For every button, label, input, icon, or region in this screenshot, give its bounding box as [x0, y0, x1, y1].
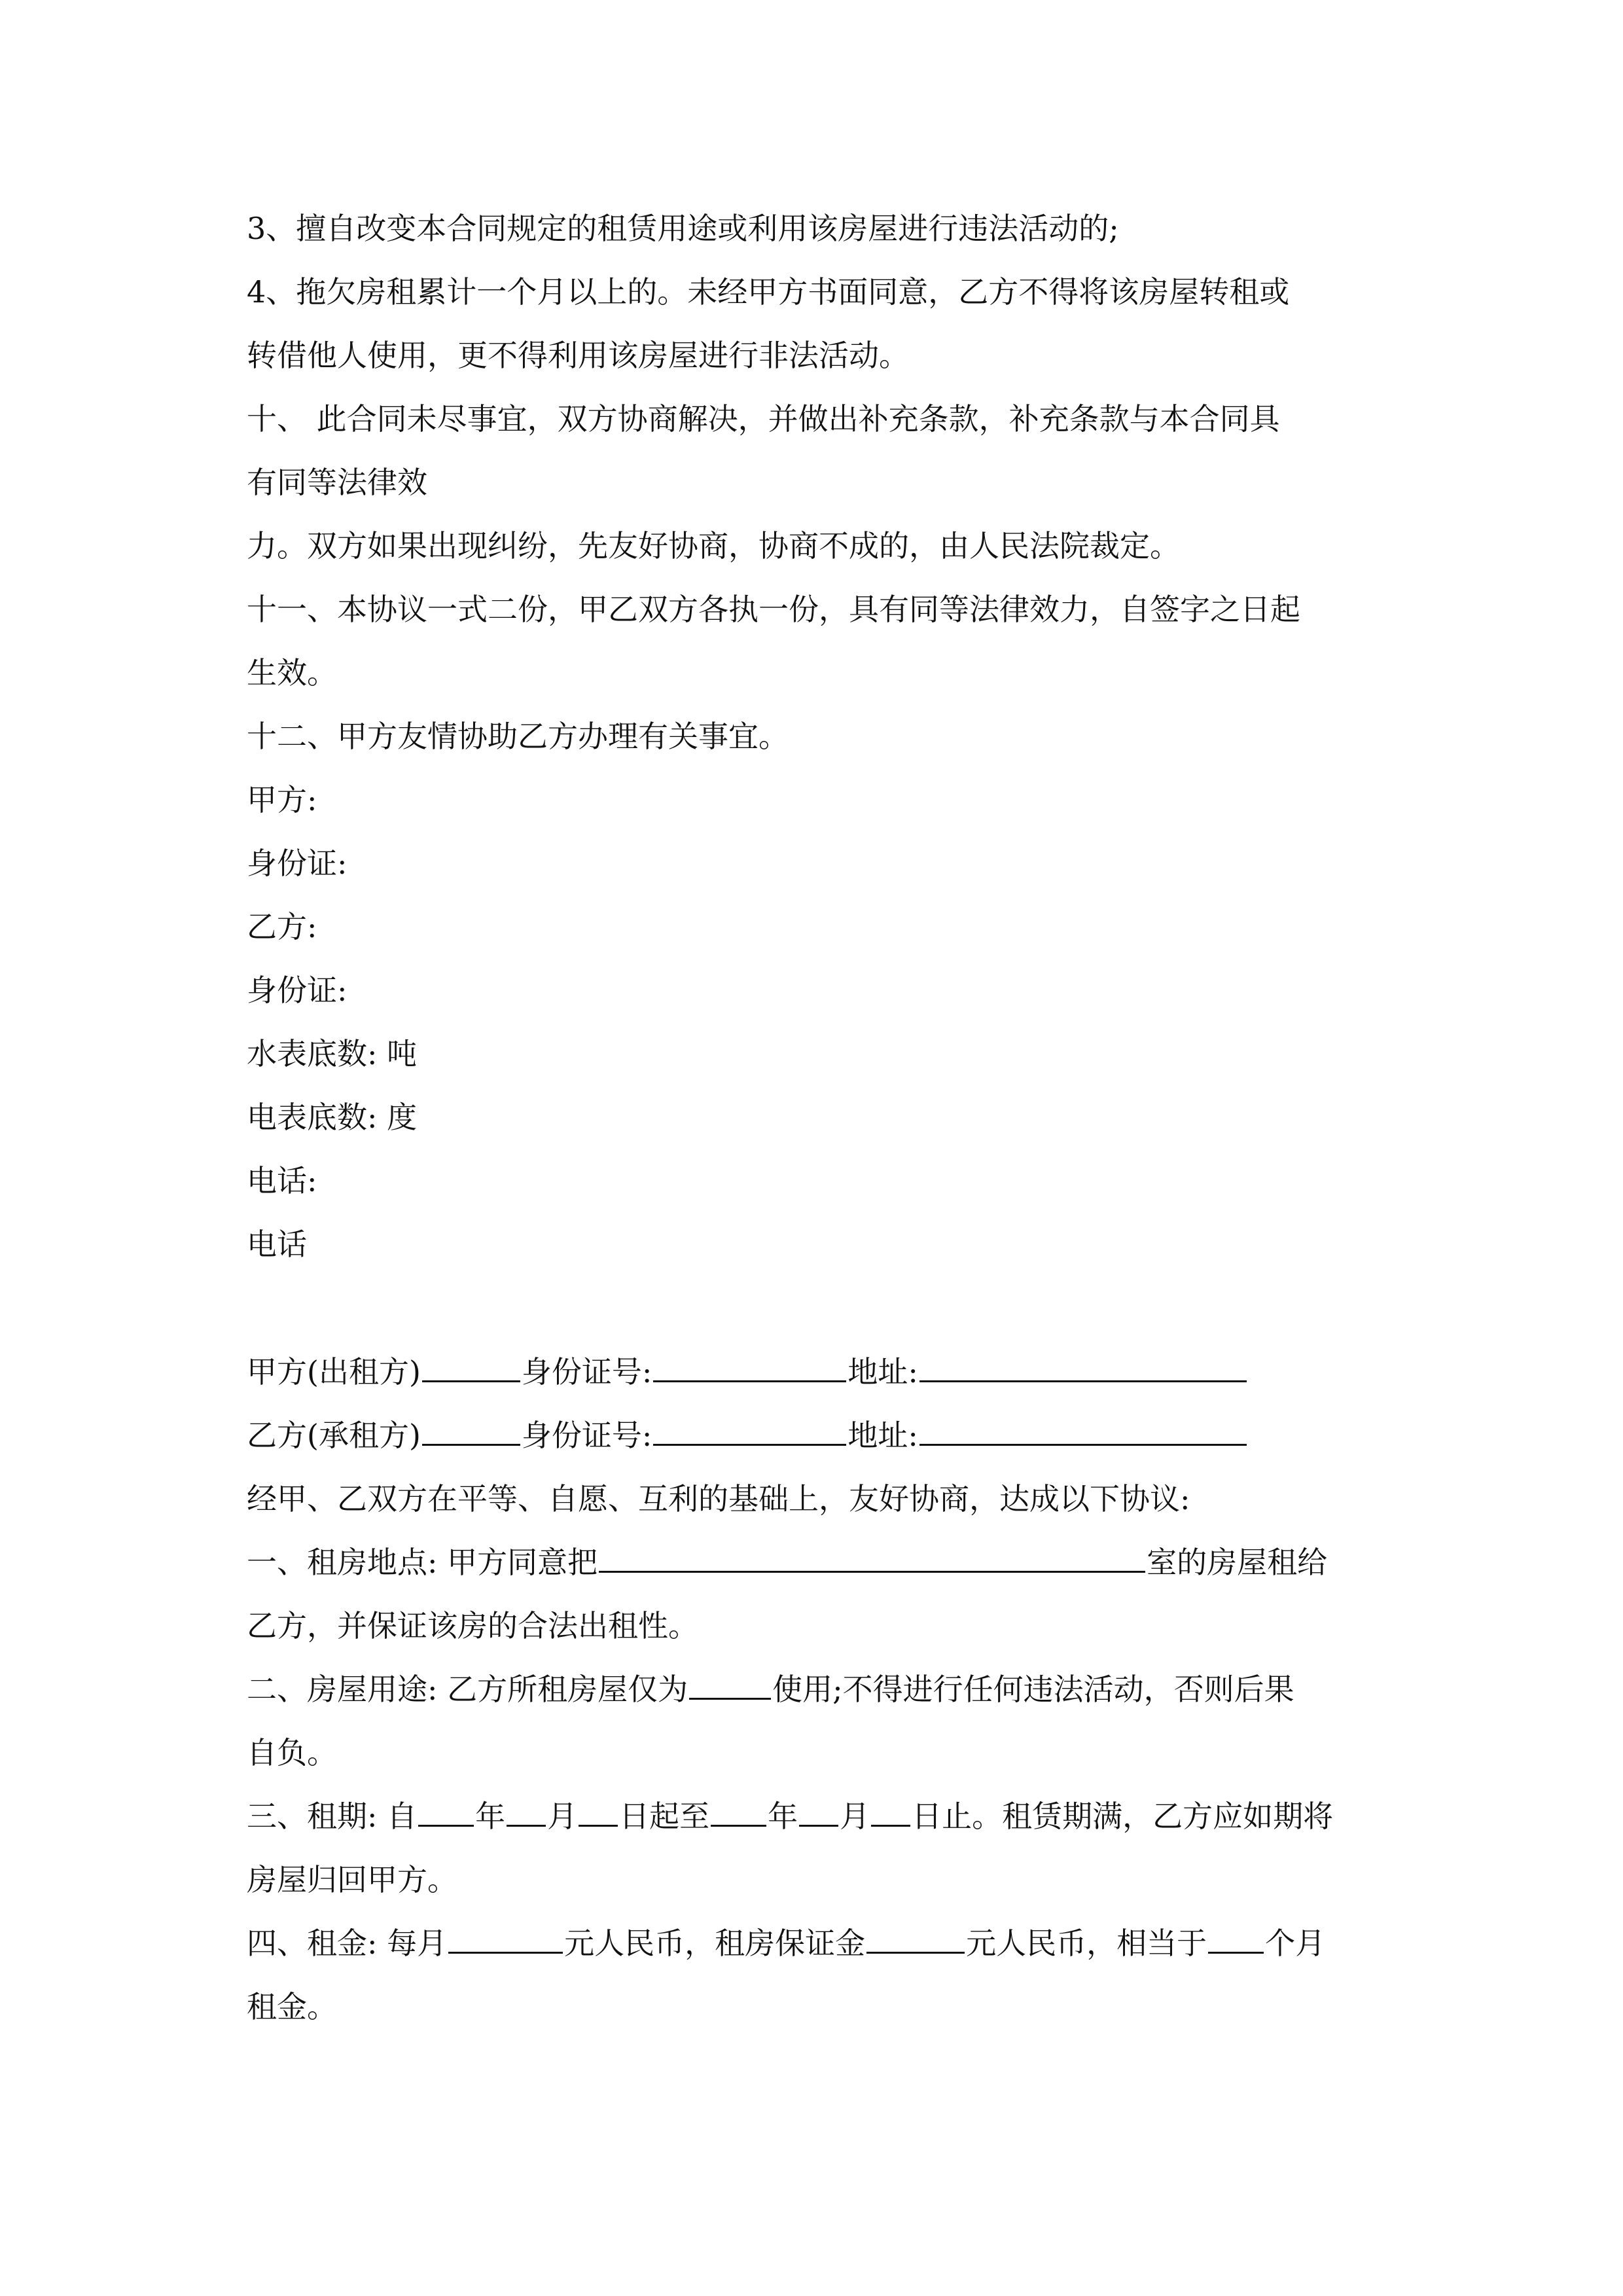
clause-10-line-2: 有同等法律效 [247, 465, 427, 500]
party-b-address-label: 地址: [847, 1418, 918, 1453]
clause-12: 十二、甲方友情协助乙方办理有关事宜。 [247, 719, 789, 754]
rmb-label: 元人民币，租房保证金 [564, 1926, 866, 1961]
year-label: 年 [475, 1799, 506, 1834]
party-a-id-label: 身份证号: [521, 1354, 652, 1390]
item-4-cont: 租金。 [247, 1989, 337, 2024]
document-body [247, 197, 1380, 2039]
end-year-blank[interactable] [711, 1792, 766, 1827]
section-gap [247, 1276, 1380, 1340]
clause-10-line-3: 力。双方如果出现纠纷，先友好协商，协商不成的，由人民法院裁定。 [247, 528, 1180, 564]
party-a-address-label: 地址: [847, 1354, 918, 1390]
party-a-label: 甲方(出租方) [247, 1354, 421, 1390]
item-3-row [247, 1785, 1380, 1848]
clause-11-line-1: 十一、本协议一式二份，甲乙双方各执一份，具有同等法律效力，自签字之日起 [247, 592, 1300, 627]
item-3-cont: 房屋归回甲方。 [247, 1862, 457, 1897]
party-a-address-blank[interactable] [919, 1348, 1247, 1382]
item-4-row [247, 1912, 1380, 1975]
party-b-address-blank[interactable] [919, 1411, 1247, 1446]
clause-line-4-cont: 转借他人使用，更不得利用该房屋进行非法活动。 [247, 338, 909, 373]
clause-line-3: 3、擅自改变本合同规定的租赁用途或利用该房屋进行违法活动的; [247, 211, 1119, 246]
party-a-id: 身份证: [247, 846, 348, 881]
party-a-name-blank[interactable] [422, 1348, 520, 1382]
item-1-prefix: 一、租房地点: 甲方同意把 [247, 1545, 598, 1580]
start-month-blank[interactable] [507, 1792, 546, 1827]
agreement-intro: 经甲、乙双方在平等、自愿、互利的基础上，友好协商，达成以下协议: [247, 1481, 1190, 1516]
item-3-prefix: 三、租期: 自 [247, 1799, 418, 1834]
year-label-2: 年 [768, 1799, 798, 1834]
party-b-id: 身份证: [247, 973, 348, 1008]
item-2-suffix: 使用;不得进行任何违法活动，否则后果 [772, 1672, 1294, 1707]
electric-meter-reading: 电表底数: 度 [247, 1100, 418, 1135]
day-until-label: 日止。租赁期满，乙方应如期将 [912, 1799, 1334, 1834]
item-4-prefix: 四、租金: 每月 [247, 1926, 448, 1961]
item-1-cont: 乙方，并保证该房的合法出租性。 [247, 1608, 698, 1643]
deposit-months-blank[interactable] [1208, 1919, 1264, 1954]
phone-b: 电话 [247, 1227, 307, 1262]
day-from-label: 日起至 [619, 1799, 710, 1834]
start-year-blank[interactable] [418, 1792, 474, 1827]
clause-10-line-1: 十、 此合同未尽事宜，双方协商解决，并做出补充条款，补充条款与本合同具 [247, 401, 1280, 437]
item-2-cont: 自负。 [247, 1735, 337, 1770]
end-month-blank[interactable] [799, 1792, 838, 1827]
clause-line-4: 4、拖欠房租累计一个月以上的。未经甲方书面同意，乙方不得将该房屋转租或 [247, 274, 1290, 310]
item-2-row [247, 1658, 1380, 1721]
room-address-blank[interactable] [599, 1538, 1145, 1573]
end-day-blank[interactable] [871, 1792, 910, 1827]
party-a-row [247, 1340, 1380, 1404]
usage-blank[interactable] [689, 1665, 771, 1700]
item-2-prefix: 二、房屋用途: 乙方所租房屋仅为 [247, 1672, 688, 1707]
month-label: 月 [547, 1799, 578, 1834]
item-1-suffix: 室的房屋租给 [1147, 1545, 1328, 1580]
month-label-2: 月 [840, 1799, 870, 1834]
start-day-blank[interactable] [579, 1792, 618, 1827]
phone-a: 电话: [247, 1163, 317, 1198]
party-b-signature: 乙方: [247, 909, 317, 944]
party-a-id-blank[interactable] [653, 1348, 846, 1382]
party-b-row [247, 1404, 1380, 1467]
party-b-id-label: 身份证号: [521, 1418, 652, 1453]
party-b-label: 乙方(承租方) [247, 1418, 421, 1453]
party-b-id-blank[interactable] [653, 1411, 846, 1446]
item-1-row [247, 1531, 1380, 1594]
water-meter-reading: 水表底数: 吨 [247, 1036, 418, 1071]
month-rent-label: 个月 [1265, 1926, 1326, 1961]
party-a-signature: 甲方: [247, 782, 317, 817]
party-b-name-blank[interactable] [422, 1411, 520, 1446]
clause-11-line-2: 生效。 [247, 655, 337, 691]
monthly-rent-blank[interactable] [448, 1919, 563, 1954]
rmb-label-2: 元人民币，相当于 [966, 1926, 1207, 1961]
deposit-blank[interactable] [866, 1919, 965, 1954]
